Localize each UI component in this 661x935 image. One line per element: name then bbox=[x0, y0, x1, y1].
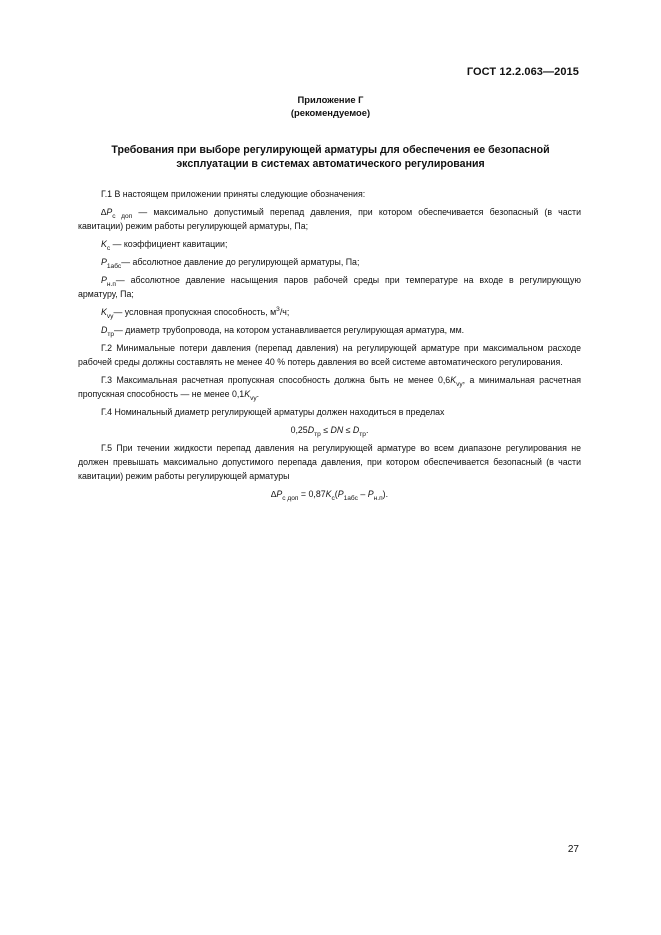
operator: = 0,87 bbox=[298, 489, 326, 499]
subscript: 1абс bbox=[343, 494, 358, 502]
symbol: K bbox=[325, 489, 332, 499]
definition-text: — условная пропускная способность, м bbox=[113, 307, 277, 317]
formula-dn-range bbox=[78, 423, 581, 437]
text: . bbox=[256, 389, 260, 399]
symbol: K bbox=[101, 307, 107, 317]
operator: ≤ bbox=[343, 425, 353, 435]
subscript: vy bbox=[456, 380, 463, 388]
definition-unit: /ч; bbox=[279, 307, 290, 317]
standard-header: ГОСТ 12.2.063—2015 bbox=[466, 66, 579, 78]
definition-delta-p bbox=[78, 205, 581, 233]
definition-dtr bbox=[78, 323, 581, 337]
text: Г.3 Максимальная расчетная пропускная способность должна быть не менее 0,6 bbox=[101, 375, 451, 385]
paragraph-g5: Г.5 При течении жидкости перепад давления на регулирующей арматуре во всем диапазоне регулирования не должен превышать максимально допустимого перепада давления, при котором обеспечивается безопасный (в части кавитации) режим работы регулирующей арматуры bbox=[78, 443, 581, 481]
paragraph-g4: Г.4 Номинальный диаметр регулирующей арматуры должен находиться в пределах bbox=[101, 407, 445, 417]
definition-text: — абсолютное давление насыщения паров рабочей среды при температуре на входе в регулирующую арматуру, Па; bbox=[78, 275, 581, 299]
appendix-heading bbox=[0, 93, 661, 119]
symbol: D bbox=[352, 425, 360, 435]
document-body bbox=[78, 187, 581, 505]
definition-text: — максимально допустимый перепад давления, при котором обеспечивается безопасный (в части кавитации) режим работы регулирующей арматуры, Па; bbox=[78, 207, 581, 231]
operator: ≤ bbox=[320, 425, 331, 435]
g1-intro: Г.1 В настоящем приложении приняты следующие обозначения: bbox=[101, 189, 366, 199]
text: , а минимальная расчетная пропускная способность — не менее 0,1 bbox=[78, 375, 581, 399]
symbol: ∆P bbox=[270, 489, 283, 499]
subscript: тр bbox=[314, 430, 321, 438]
subscript: н.п bbox=[373, 494, 383, 502]
operator: – bbox=[357, 489, 368, 499]
punctuation: ). bbox=[382, 489, 389, 499]
subscript: н.п bbox=[106, 280, 116, 288]
paragraph-g2: Г.2 Минимальные потери давления (перепад давления) на регулирующей арматуре при максимальном расходе рабочей среды должны составлять не менее 40 % потерь давления во всей системе автоматического регулирования. bbox=[78, 343, 581, 367]
appendix-subtitle: (рекомендуемое) bbox=[290, 107, 371, 118]
definition-text: — абсолютное давление до регулирующей арматуры, Па; bbox=[121, 257, 360, 267]
subscript: c bbox=[106, 244, 111, 252]
superscript: 3 bbox=[276, 306, 280, 314]
main-title: Требования при выборе регулирующей арматуры для обеспечения ее безопасной эксплуатации в системах автоматического регулирования bbox=[111, 144, 550, 170]
symbol: P bbox=[337, 489, 344, 499]
subscript: тр bbox=[107, 330, 115, 338]
paragraph-g3 bbox=[78, 373, 581, 401]
symbol: DN bbox=[330, 425, 344, 435]
punctuation: ( bbox=[334, 489, 338, 499]
subscript: с доп bbox=[282, 494, 299, 502]
definition-text: — коэффициент кавитации; bbox=[110, 239, 228, 249]
symbol: P bbox=[101, 257, 107, 267]
subscript: vy bbox=[250, 394, 257, 402]
symbol: ∆P bbox=[101, 207, 113, 217]
symbol: P bbox=[367, 489, 374, 499]
subscript: с доп bbox=[112, 212, 133, 220]
definition-pnp bbox=[78, 273, 581, 301]
coefficient: 0,25 bbox=[290, 425, 308, 435]
appendix-title: Приложение Г bbox=[297, 94, 364, 105]
symbol: K bbox=[101, 239, 107, 249]
definition-kvy bbox=[78, 305, 581, 319]
symbol: K bbox=[450, 375, 457, 385]
symbol: P bbox=[101, 275, 107, 285]
symbol: D bbox=[307, 425, 315, 435]
subscript: 1абс bbox=[106, 262, 122, 270]
subscript: тр bbox=[359, 430, 366, 438]
symbol: K bbox=[244, 389, 251, 399]
symbol: D bbox=[101, 325, 108, 335]
definition-kc bbox=[78, 237, 581, 251]
punctuation: . bbox=[365, 425, 369, 435]
subscript: vy bbox=[106, 312, 114, 320]
formula-delta-p bbox=[78, 487, 581, 501]
page-number: 27 bbox=[567, 844, 579, 855]
definition-text: — диаметр трубопровода, на котором устанавливается регулирующая арматура, мм. bbox=[114, 325, 465, 335]
subscript: c bbox=[331, 494, 335, 502]
definition-p1abs bbox=[78, 255, 581, 269]
